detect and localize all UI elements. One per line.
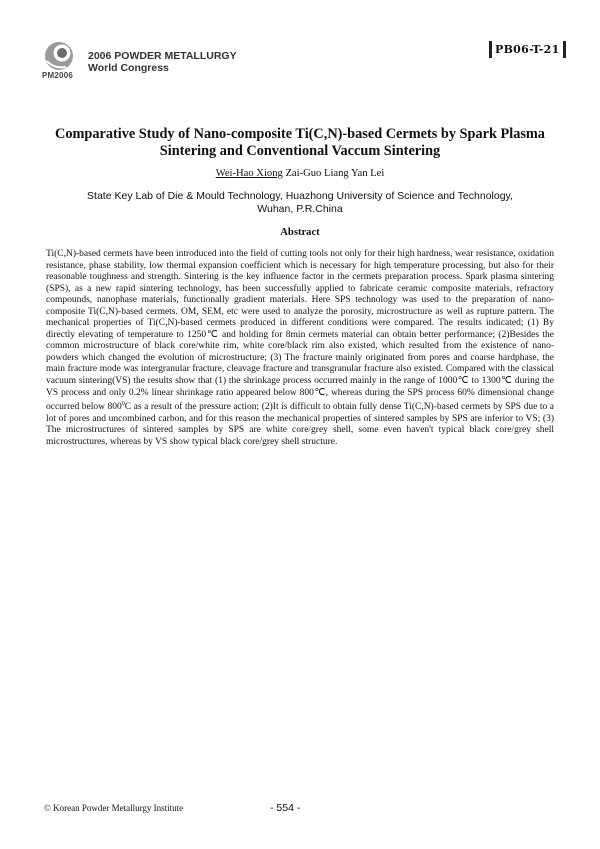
swirl-logo-icon bbox=[44, 41, 74, 71]
paper-code-badge bbox=[488, 41, 567, 58]
affiliation-line-2: Wuhan, P.R.China bbox=[257, 202, 343, 215]
affiliation-line-1: State Key Lab of Die & Mould Technology, Huazhong University of Science and Technology, bbox=[87, 190, 513, 202]
degree-superscript: 0 bbox=[121, 401, 125, 408]
co-authors: Zai-Guo Liang Yan Lei bbox=[282, 168, 385, 179]
copyright-notice: © Korean Powder Metallurgy Institute bbox=[44, 803, 184, 813]
abstract-body bbox=[46, 249, 554, 448]
abstract-text-part-1: Ti(C,N)-based cermets have been introduced into the field of cutting tools not only for their high hardness, wear resistance, oxidation resistance, phase stability, low thermal expansion coefficient which is necessary for high temperature processing, but also for their reasonable toughness and strength. Sintering is the key influence factor in the cermets preparation process. Spark plasma sintering (SPS), as a new rapid sintering technology, has been successfully applied to fabricate ceramic composite materials, refractory compounds, nanophase materials, functionally gradient materials. Here SPS technology was used to the preparation of nano-composite Ti(C,N)-based cermets. OM, SEM, etc were used to analyze the porosity, microstructure as well as rupture pattern. The mechanical properties of Ti(C,N)-based cermets produced in different conditions were compared. The results indicated; (1) By directly elevating of temperature to 1250℃ and holding for 8min cermets material can obtain better performance; (2)Besides the common microstructure of black core/white rim, white core/black rim also existed, which resulted from the existence of nano-powders which changed the evolution of microstructure; (3) The fracture mainly originated from pores and coarse hardphase, the main fracture mode was intergranular fracture, cleavage fracture and transgranular fracture also existed. Compared with the classical vacuum sintering(VS) the results show that (1) the shrinkage process occurred mainly in the range of 1000℃ to 1300℃ during the VS process and only 0.2% linear shrinkage ratio appeared below 800℃, whereas during the SPS process 60% dimensional change occurred below 800 bbox=[46, 249, 554, 413]
author-list bbox=[40, 168, 560, 179]
badge-bar-left bbox=[489, 41, 492, 58]
badge-bar-right bbox=[563, 41, 566, 58]
paper-code: PB06-T-21 bbox=[495, 43, 560, 56]
conference-name bbox=[88, 50, 237, 74]
abstract-heading: Abstract bbox=[280, 227, 320, 238]
page-number: - 554 - bbox=[270, 802, 301, 814]
affiliation bbox=[40, 190, 560, 215]
corresponding-author: Wei-Hao Xiong bbox=[215, 168, 283, 179]
pm2006-logo bbox=[42, 41, 76, 81]
paper-title: Comparative Study of Nano-composite Ti(C,N)-based Cermets by Spark Plasma Sintering and Conventional Vaccum Sintering bbox=[55, 126, 545, 159]
logo-caption: PM2006 bbox=[42, 71, 73, 80]
conference-line-2: World Congress bbox=[88, 62, 169, 74]
conference-line-1: 2006 POWDER METALLURGY bbox=[88, 50, 237, 62]
abstract-text-part-2: C as a result of the pressure action; (2)It is difficult to obtain fully dense Ti(C,N)-based cermets by SPS due to a lot of pores and uncombined carbon, and for this reason the mechanical properties of sintered samples by SPS are inferior to VS; (3) The microstructures of sintered samples by SPS are white core/grey shell, some even haven't typical black core/grey shell microstructures, whereas by VS show typical black core/grey shell structure. bbox=[46, 402, 554, 447]
